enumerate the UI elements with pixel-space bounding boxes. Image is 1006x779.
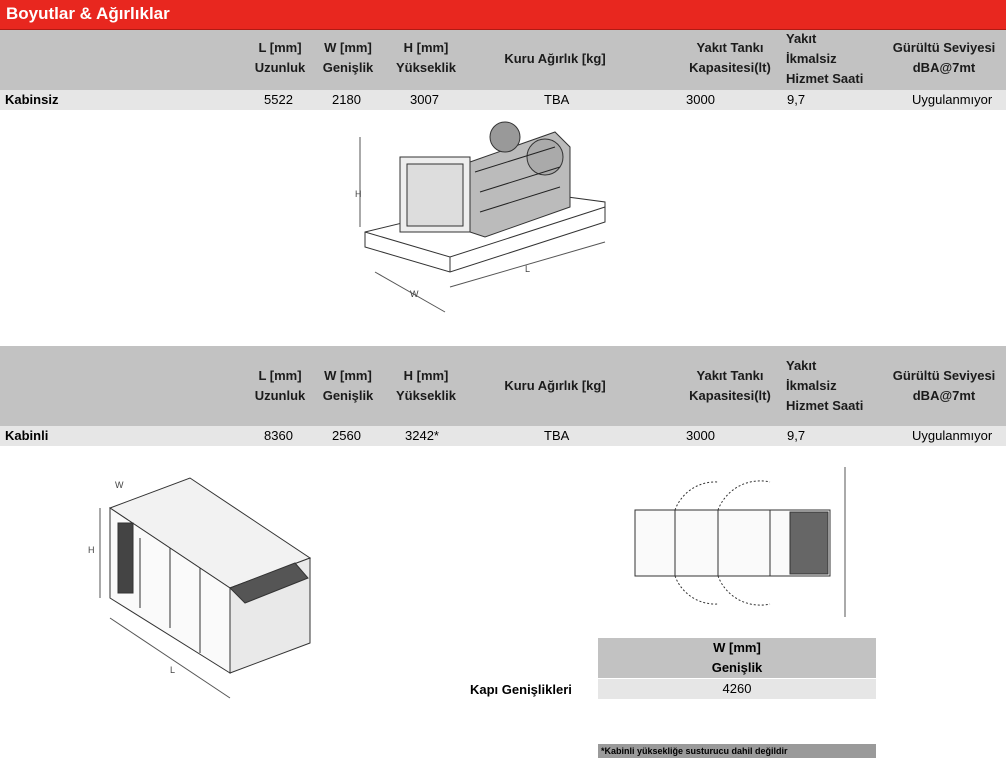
col-noise: Gürültü Seviyesi dBA@7mt (892, 368, 996, 403)
door-value: 4260 (598, 679, 876, 699)
figure-h-label: H (355, 189, 362, 199)
door-label: Kapı Genişlikleri (470, 682, 572, 697)
table-header-kabinsiz (0, 30, 1006, 90)
table-row-kabinsiz (0, 90, 1006, 110)
col-noise: Gürültü Seviyesi dBA@7mt (892, 40, 996, 75)
col-height: H [mm] Yükseklik (396, 40, 456, 75)
page-title: Boyutlar & Ağırlıklar (6, 4, 170, 23)
cell-tank: 3000 (686, 92, 715, 107)
table-row-kabinli (0, 426, 1006, 446)
cell-noise: Uygulanmıyor (912, 92, 993, 107)
row-name: Kabinli (5, 428, 49, 443)
cell-hours: 9,7 (787, 92, 806, 107)
col-length: L [mm] Uzunluk (254, 368, 306, 403)
col-tank: Yakıt Tankı Kapasitesi(lt) (689, 368, 771, 403)
col-weight: Kuru Ağırlık [kg] (504, 51, 606, 66)
col-height: H [mm] Yükseklik (396, 368, 456, 403)
canopy-l-label: L (170, 665, 176, 675)
door-top-view-drawing (630, 462, 855, 622)
table-header-kabinli (0, 346, 1006, 426)
canopy-w-label: W (115, 480, 124, 490)
cell-hours: 9,7 (787, 428, 806, 443)
figure-w-label: W (410, 289, 419, 299)
figure-l-label: L (525, 264, 531, 274)
cell-length: 8360 (264, 428, 293, 443)
door-header: W [mm] Genişlik (598, 638, 876, 678)
cell-weight: TBA (544, 92, 570, 107)
col-hours: Yakıt İkmalsiz Hizmet Saati (786, 31, 864, 86)
open-genset-drawing (355, 112, 615, 322)
canopy-h-label: H (88, 545, 95, 555)
cell-length: 5522 (264, 92, 293, 107)
title-bar (0, 0, 1006, 30)
cell-width: 2560 (332, 428, 361, 443)
cell-height: 3242* (405, 428, 439, 443)
cell-width: 2180 (332, 92, 361, 107)
canopy-genset-drawing (80, 468, 325, 713)
cell-height: 3007 (410, 92, 439, 107)
cell-tank: 3000 (686, 428, 715, 443)
col-width: W [mm] Genişlik (322, 40, 374, 75)
col-tank: Yakıt Tankı Kapasitesi(lt) (689, 40, 771, 75)
col-width: W [mm] Genişlik (322, 368, 374, 403)
col-length: L [mm] Uzunluk (254, 40, 306, 75)
col-hours: Yakıt İkmalsiz Hizmet Saati (786, 358, 864, 413)
cell-noise: Uygulanmıyor (912, 428, 993, 443)
cell-weight: TBA (544, 428, 570, 443)
row-name: Kabinsiz (5, 92, 59, 107)
col-weight: Kuru Ağırlık [kg] (504, 378, 606, 393)
footnote: *Kabinli yüksekliğe susturucu dahil değildir (598, 744, 876, 758)
